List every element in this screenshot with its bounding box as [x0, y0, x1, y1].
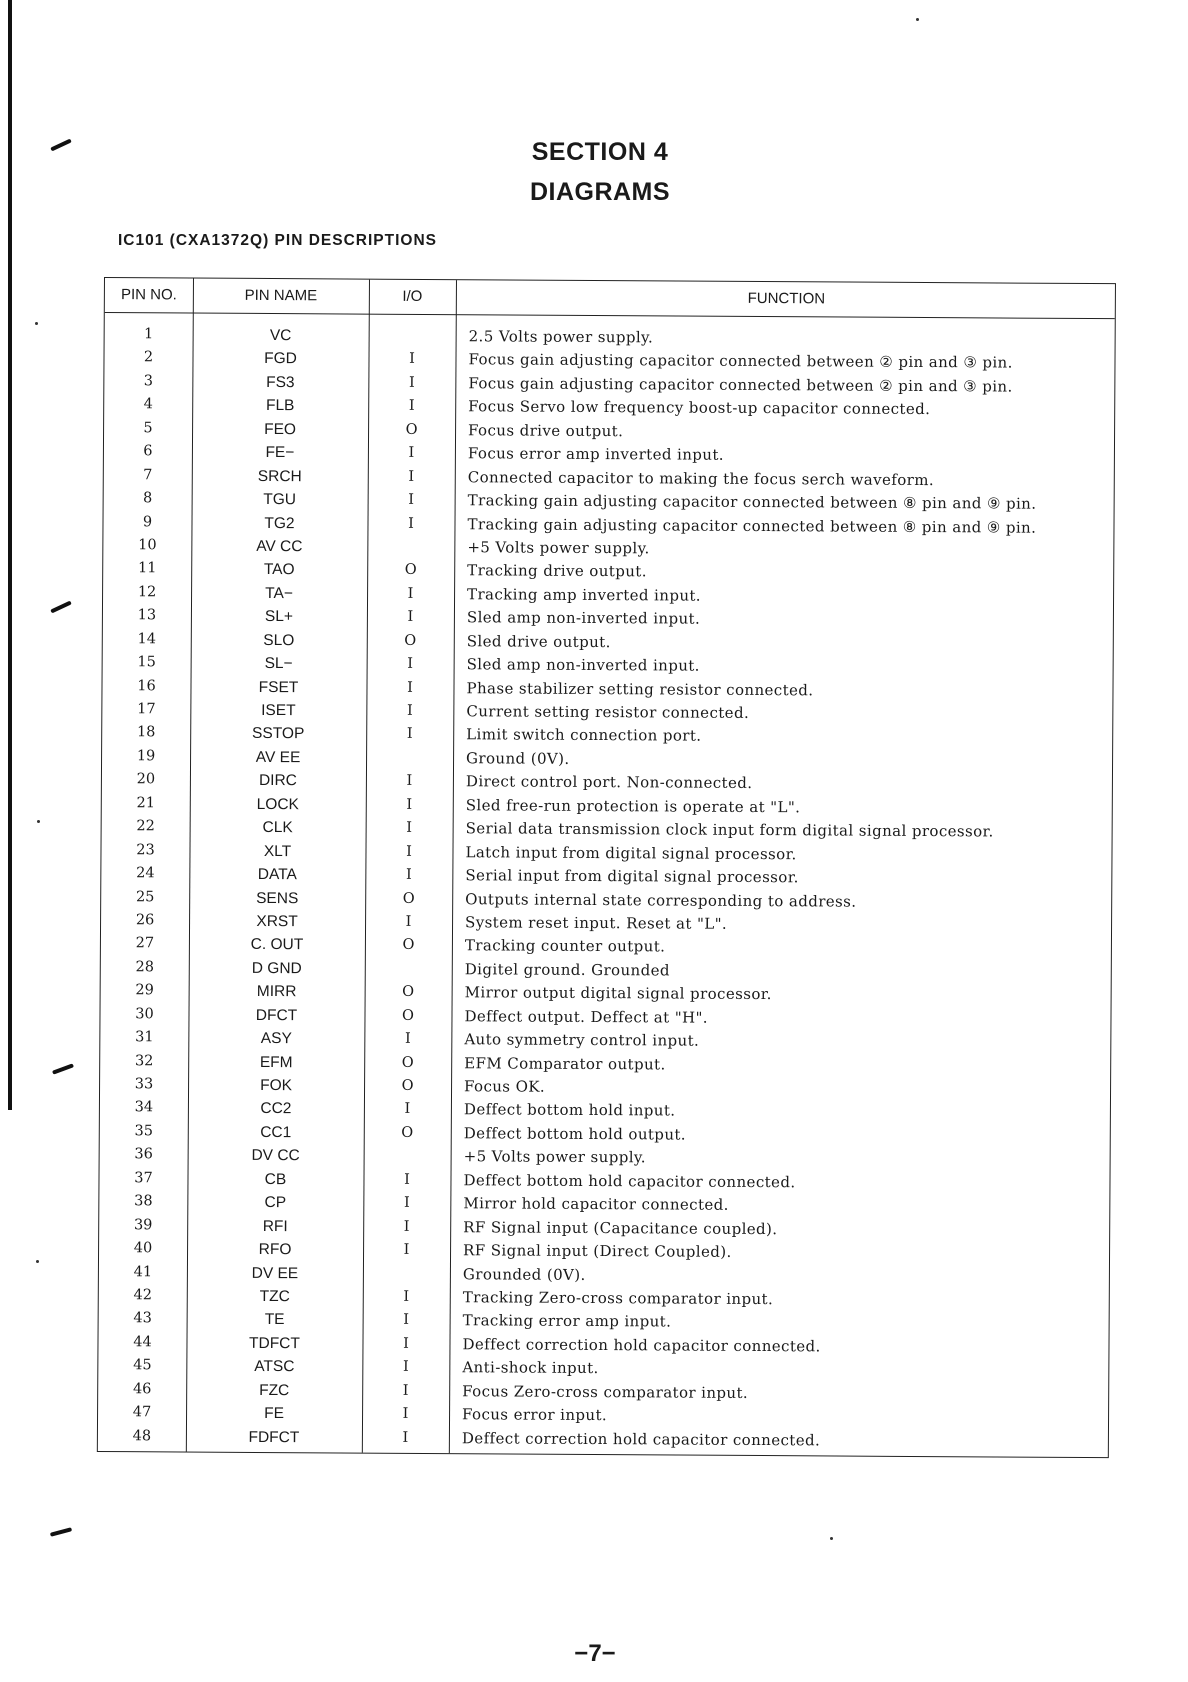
pin-number: 47 [132, 1404, 152, 1421]
pin-name: CB [264, 1170, 287, 1188]
pin-io: I [405, 913, 412, 930]
pin-name: AV CC [256, 537, 303, 556]
pin-number: 32 [134, 1052, 154, 1069]
pin-number: 45 [133, 1357, 152, 1374]
pin-number: 22 [136, 818, 155, 835]
pin-function: Focus drive output. [468, 420, 624, 440]
pin-io [366, 746, 453, 747]
scan-dot [916, 18, 919, 21]
pin-number: 2 [143, 349, 154, 366]
pin-name: RFI [262, 1217, 288, 1235]
header-pin-name: PIN NAME [244, 286, 318, 305]
pin-number: 35 [134, 1123, 154, 1140]
pin-name: VC [269, 327, 292, 345]
pin-name: RFO [258, 1241, 292, 1259]
scan-dot [36, 1260, 39, 1263]
pin-number: 18 [136, 724, 156, 741]
pin-io: I [408, 468, 415, 485]
pin-io: I [408, 374, 415, 391]
pin-function: +5 Volts power supply. [467, 538, 650, 558]
pin-function: Tracking error amp input. [462, 1311, 672, 1331]
pin-number: 40 [133, 1240, 153, 1257]
table-row [98, 1425, 1108, 1455]
pin-function: Focus gain adjusting capacitor connected between ② pin and ③ pin. [468, 350, 1013, 372]
pin-number: 17 [137, 701, 156, 718]
pin-function: Tracking gain adjusting capacitor connected between ⑧ pin and ⑨ pin. [467, 514, 1037, 537]
scan-mark [50, 1527, 72, 1537]
pin-number: 13 [137, 607, 157, 624]
pin-name: MIRR [256, 983, 297, 1001]
pin-number: 37 [134, 1169, 153, 1187]
pin-io: I [407, 679, 413, 696]
pin-function: Phase stabilizer setting resistor connected. [466, 678, 814, 699]
pin-function: Grounded (0V). [462, 1264, 586, 1284]
pin-number: 43 [133, 1310, 152, 1327]
pin-io: I [402, 1359, 409, 1376]
pin-number: 48 [132, 1427, 152, 1444]
pin-number: 39 [133, 1216, 153, 1233]
pin-function: Deffect correction hold capacitor connected. [462, 1335, 821, 1356]
pin-name: FEO [264, 420, 297, 438]
pin-io: I [403, 1195, 410, 1212]
pin-function: Outputs internal state corresponding to address. [465, 889, 857, 911]
pin-function: RF Signal input (Direct Coupled). [463, 1241, 732, 1261]
pin-io: I [409, 351, 415, 368]
pin-descriptions-heading: IC101 (CXA1372Q) PIN DESCRIPTIONS [118, 232, 437, 249]
scan-dot [35, 322, 38, 325]
pin-function: Focus OK. [464, 1077, 546, 1096]
pin-name: CP [264, 1194, 287, 1212]
pin-name: TDFCT [249, 1334, 300, 1353]
pin-io: I [403, 1335, 409, 1352]
pin-number: 44 [133, 1334, 152, 1351]
pin-number: 28 [135, 959, 155, 976]
pin-number: 15 [137, 654, 156, 671]
pin-number: 46 [132, 1380, 152, 1397]
pin-io: I [404, 1171, 410, 1188]
pin-name: DATA [257, 866, 297, 884]
pin-io: I [403, 1288, 410, 1305]
section-number: SECTION 4 [531, 138, 669, 166]
pin-io: I [406, 702, 413, 719]
pin-name: FOK [260, 1076, 293, 1095]
pin-io: I [406, 726, 413, 743]
pin-io: I [404, 1030, 411, 1048]
scan-dot [830, 1537, 833, 1540]
pin-number: 20 [136, 771, 156, 788]
pin-io: I [408, 491, 415, 508]
pin-name: DV CC [251, 1147, 300, 1165]
pin-number: 41 [133, 1263, 153, 1280]
pin-function: Focus error input. [462, 1405, 608, 1425]
pin-function: Sled amp non-inverted input. [466, 608, 701, 628]
pin-io: O [401, 1124, 414, 1141]
pin-io: I [404, 1101, 411, 1118]
pin-number: 8 [142, 490, 153, 507]
pin-io: O [401, 1007, 414, 1024]
pin-number: 1 [143, 326, 154, 343]
pin-function: Sled amp non-inverted input. [466, 655, 700, 675]
pin-io [364, 1145, 451, 1146]
pin-function: +5 Volts power supply. [463, 1147, 647, 1167]
pin-io: I [408, 445, 415, 462]
pin-number: 3 [143, 373, 154, 390]
pin-io: I [403, 1312, 410, 1329]
pin-number: 24 [136, 865, 155, 882]
pin-number: 34 [134, 1099, 154, 1116]
scan-mark [50, 601, 72, 614]
pin-name: SL+ [264, 608, 293, 626]
pin-number: 9 [142, 513, 153, 530]
pin-name: AV EE [255, 748, 301, 767]
pin-name: FGD [264, 350, 297, 368]
pin-name: FSET [258, 678, 299, 696]
pin-io: I [408, 398, 415, 415]
pin-function: Mirror hold capacitor connected. [463, 1194, 729, 1215]
scan-mark [50, 139, 72, 152]
pin-io: I [407, 585, 414, 602]
pin-name: EFM [259, 1053, 293, 1071]
pin-function: Tracking counter output. [464, 936, 666, 956]
pin-function: Deffect bottom hold capacitor connected. [463, 1170, 796, 1191]
pin-name: FE− [265, 444, 295, 462]
pin-name: SLO [263, 631, 295, 649]
pin-number: 27 [135, 935, 155, 952]
pin-function: RF Signal input (Capacitance coupled). [463, 1217, 778, 1238]
pin-number: 38 [134, 1193, 153, 1210]
pin-function: Mirror output digital signal processor. [464, 983, 772, 1004]
pin-name: FZC [259, 1381, 290, 1399]
pin-io: O [404, 632, 417, 649]
pin-function: Direct control port. Non-connected. [465, 772, 753, 793]
pin-number: 25 [135, 888, 155, 905]
pin-function: EFM Comparator output. [464, 1053, 666, 1074]
pin-io [367, 536, 454, 537]
scan-mark [52, 1063, 74, 1074]
pin-name: XLT [263, 842, 292, 860]
pin-name: DFCT [255, 1006, 298, 1024]
pin-number: 10 [138, 537, 157, 554]
pin-number: 19 [136, 748, 156, 765]
pin-name: XRST [256, 912, 298, 931]
pin-name: TG2 [264, 514, 295, 532]
pin-function: Focus error amp inverted input. [467, 444, 725, 464]
pin-name: SSTOP [252, 725, 305, 743]
pin-io [363, 1262, 450, 1263]
pin-function: Digitel ground. Grounded [464, 960, 670, 980]
pin-io: I [402, 1405, 409, 1423]
pin-name: FLB [265, 397, 295, 415]
pin-number: 36 [134, 1146, 153, 1163]
pin-io: I [406, 843, 412, 860]
scan-edge [8, 0, 12, 1110]
pin-name: SRCH [257, 467, 302, 485]
pin-name: FDFCT [248, 1428, 300, 1446]
pin-io: O [402, 937, 415, 954]
pin-name: LOCK [256, 795, 299, 813]
pin-io: I [406, 820, 413, 837]
pin-number: 4 [143, 396, 153, 413]
pin-function: Tracking gain adjusting capacitor connected between ⑧ pin and ⑨ pin. [467, 491, 1037, 513]
pin-name: DV EE [251, 1264, 299, 1282]
pin-function: Anti-shock input. [462, 1358, 599, 1378]
pin-name: FS3 [266, 373, 295, 392]
pin-function: 2.5 Volts power supply. [468, 327, 654, 347]
pin-io: O [401, 1077, 414, 1094]
table-header [105, 278, 1115, 319]
pin-function: Ground (0V). [466, 749, 570, 768]
pin-name: CC1 [260, 1123, 292, 1142]
pin-function: Tracking Zero-cross comparator input. [462, 1288, 774, 1309]
header-pin-no: PIN NO. [120, 286, 177, 304]
pin-number: 23 [136, 841, 155, 858]
pin-number: 16 [137, 677, 156, 694]
pin-function: Focus Servo low frequency boost-up capacitor connected. [468, 397, 931, 419]
pin-number: 42 [133, 1287, 153, 1304]
pin-function: Focus gain adjusting capacitor connected between ② pin and ③ pin. [468, 374, 1013, 396]
pin-name: TA− [265, 584, 293, 602]
pin-io: I [406, 796, 413, 813]
pin-function: Connected capacitor to making the focus serch waveform. [467, 467, 935, 489]
section-heading [500, 132, 700, 212]
pin-io [369, 325, 456, 326]
pin-function: Serial data transmission clock input form digital signal processor. [465, 819, 994, 841]
pin-function: Deffect bottom hold output. [463, 1124, 687, 1144]
pin-number: 6 [143, 443, 153, 460]
pin-function: Deffect correction hold capacitor connected. [461, 1428, 821, 1449]
pin-name: SENS [256, 889, 299, 907]
header-function: FUNCTION [747, 289, 826, 308]
section-title: DIAGRAMS [529, 178, 671, 206]
header-io: I/O [402, 287, 423, 305]
pin-number: 5 [143, 419, 153, 437]
pin-function: Deffect bottom hold input. [463, 1100, 676, 1120]
pin-io [365, 957, 452, 958]
pin-function: Sled drive output. [466, 631, 611, 651]
pin-io: O [402, 984, 415, 1001]
pin-io: I [407, 655, 414, 673]
pin-function: Auto symmetry control input. [464, 1030, 700, 1050]
table-body [98, 323, 1115, 1454]
pin-io: I [403, 1218, 410, 1235]
pin-name: TGU [263, 491, 297, 509]
pin-io: I [405, 866, 412, 883]
pin-number: 21 [136, 794, 156, 812]
pin-function: Sled free-run protection is operate at "L". [465, 795, 801, 817]
pin-io: O [404, 562, 417, 579]
pin-name: ATSC [254, 1358, 295, 1376]
pin-function: System reset input. Reset at "L". [465, 913, 728, 933]
pin-function: Tracking amp inverted input. [467, 585, 702, 605]
pin-io: I [402, 1382, 409, 1399]
pin-io: I [408, 515, 414, 532]
pin-number: 33 [134, 1076, 154, 1093]
pin-name: D GND [251, 959, 302, 978]
pin-number: 30 [135, 1005, 154, 1023]
pin-number: 26 [135, 912, 155, 929]
pin-name: FE [264, 1405, 285, 1423]
pin-function: Latch input from digital signal processor. [465, 842, 797, 863]
pin-function: Limit switch connection port. [466, 725, 702, 746]
page-number: −7− [574, 1640, 616, 1667]
pin-io: O [405, 421, 418, 438]
pin-name: SL− [264, 655, 293, 673]
pin-number: 11 [137, 560, 157, 577]
pin-function: Focus Zero-cross comparator input. [462, 1381, 749, 1402]
pin-name: TZC [259, 1287, 290, 1306]
pin-io: I [406, 773, 413, 790]
pin-name: TE [264, 1311, 285, 1329]
pin-function: Serial input from digital signal processor. [465, 866, 799, 887]
pin-name: ASY [260, 1030, 292, 1048]
scan-dot [37, 820, 40, 823]
pin-function: Tracking drive output. [467, 561, 647, 581]
pin-name: CC2 [260, 1100, 292, 1118]
pin-function: Deffect output. Deffect at "H". [464, 1006, 709, 1027]
pin-number: 7 [143, 466, 153, 483]
pin-description-table [97, 277, 1116, 1458]
pin-name: TAO [263, 561, 295, 579]
pin-io: I [403, 1241, 410, 1258]
pin-number: 29 [135, 982, 154, 999]
pin-io: O [401, 1054, 414, 1071]
pin-number: 31 [135, 1029, 154, 1046]
pin-name: C. OUT [250, 936, 304, 954]
pin-io: I [407, 609, 414, 626]
pin-function: Current setting resistor connected. [466, 702, 750, 722]
pin-name: DIRC [258, 772, 297, 790]
pin-number: 12 [137, 584, 157, 601]
pin-number: 14 [137, 630, 157, 648]
pin-name: ISET [261, 701, 296, 720]
pin-io: O [402, 890, 415, 907]
pin-io: I [402, 1429, 409, 1446]
pin-name: CLK [262, 819, 293, 837]
